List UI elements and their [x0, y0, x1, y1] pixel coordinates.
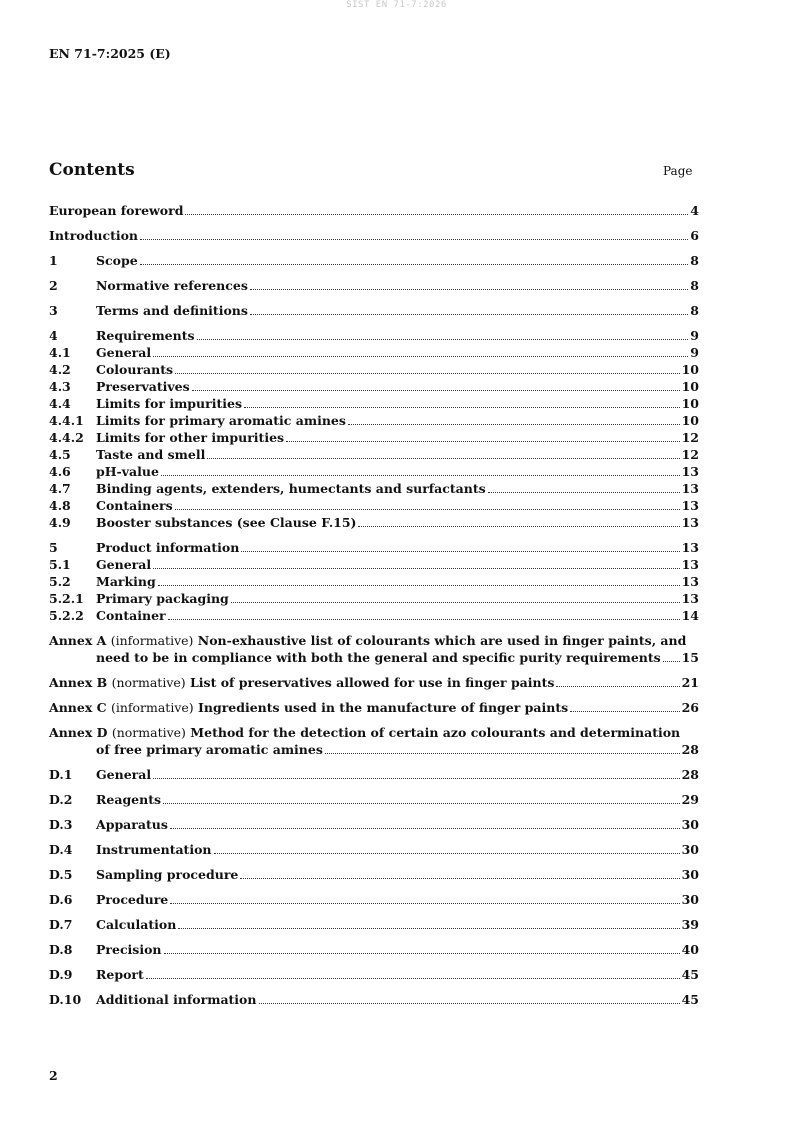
annex-label: Annex A: [49, 633, 107, 648]
toc-number: D.4: [49, 842, 73, 857]
toc-entry-d9[interactable]: [49, 966, 699, 983]
toc-page: 13: [681, 464, 699, 479]
toc-entry-5-1[interactable]: [49, 556, 699, 573]
toc-entry-2[interactable]: [49, 277, 699, 294]
toc-page: 29: [681, 792, 699, 807]
toc-entry-3[interactable]: [49, 302, 699, 319]
toc-entry-d10[interactable]: [49, 991, 699, 1008]
toc-title: Limits for primary aromatic amines: [96, 413, 346, 428]
dot-leader: [153, 778, 679, 779]
toc-number: 4.7: [49, 481, 71, 496]
toc-number: 4.4.2: [49, 430, 84, 445]
toc-page: 8: [690, 303, 699, 318]
toc-entry-d7[interactable]: [49, 916, 699, 933]
toc-page: 13: [681, 574, 699, 589]
toc-page: 15: [681, 650, 699, 665]
dot-leader: [197, 339, 689, 340]
toc-number: D.6: [49, 892, 73, 907]
toc-title: Containers: [96, 498, 173, 513]
dot-leader: [207, 458, 679, 459]
toc-title: Additional information: [96, 992, 257, 1007]
dot-leader: [570, 711, 679, 712]
annex-label: Annex C: [49, 700, 107, 715]
toc-entry-5[interactable]: [49, 539, 699, 556]
toc-entry-d5[interactable]: [49, 866, 699, 883]
dot-leader: [244, 407, 680, 408]
toc-page: 9: [690, 345, 699, 360]
toc-number: 4.6: [49, 464, 71, 479]
contents-heading: Contents: [49, 160, 135, 180]
toc-page: 28: [681, 742, 699, 757]
toc-title: Product information: [96, 540, 240, 555]
dot-leader: [153, 568, 679, 569]
annex-title: Ingredients used in the manufacture of finger paints: [198, 700, 569, 715]
toc-title: Taste and smell: [96, 447, 206, 462]
dot-leader: [286, 441, 680, 442]
toc-page: 45: [681, 967, 699, 982]
dot-leader: [240, 878, 679, 879]
toc-title: Booster substances (see Clause F.15): [96, 515, 357, 530]
annex-label: Annex D: [49, 725, 108, 740]
toc-number: 2: [49, 278, 58, 293]
toc-page: 39: [681, 917, 699, 932]
annex-type: (informative): [110, 633, 194, 648]
toc-number: D.7: [49, 917, 73, 932]
toc-number: 4.5: [49, 447, 71, 462]
toc-page: 30: [681, 867, 699, 882]
annex-label: Annex B: [49, 675, 108, 690]
toc-title: [49, 699, 568, 716]
toc-number: 3: [49, 303, 58, 318]
toc-number: 5.1: [49, 557, 71, 572]
toc-page: 12: [681, 447, 699, 462]
toc-title: Reagents: [96, 792, 162, 807]
toc-title: Container: [96, 608, 166, 623]
toc-number: D.10: [49, 992, 82, 1007]
toc-title: Limits for impurities: [96, 396, 242, 411]
toc-title: Precision: [96, 942, 162, 957]
dot-leader: [163, 803, 680, 804]
dot-leader: [325, 753, 680, 754]
toc-number: 4.4.1: [49, 413, 84, 428]
toc-page: 26: [681, 700, 699, 715]
toc-title: Normative references: [96, 278, 248, 293]
dot-leader: [259, 1003, 680, 1004]
dot-leader: [153, 356, 688, 357]
toc-entry-annex-d[interactable]: [49, 724, 699, 758]
dot-leader: [488, 492, 680, 493]
toc-entry-annex-c[interactable]: [49, 699, 699, 716]
toc-entry-4-1[interactable]: [49, 344, 699, 361]
toc-page: 28: [681, 767, 699, 782]
toc-page: 30: [681, 817, 699, 832]
dot-leader: [170, 828, 680, 829]
toc-page: 14: [681, 608, 699, 623]
annex-title-line1: Method for the detection of certain azo colourants and determination: [190, 725, 681, 740]
toc-entry-5-2-1[interactable]: [49, 590, 699, 607]
dot-leader: [348, 424, 680, 425]
toc-page: 21: [681, 675, 699, 690]
toc-number: 4.8: [49, 498, 71, 513]
toc-number: 4: [49, 328, 58, 343]
toc-page: 10: [681, 379, 699, 394]
toc-entry-4-4-1[interactable]: [49, 412, 699, 429]
toc-title: Apparatus: [96, 817, 168, 832]
toc-page: 4: [690, 203, 699, 218]
toc-page: 8: [690, 278, 699, 293]
toc-entry-1[interactable]: [49, 252, 699, 269]
toc-number: D.8: [49, 942, 73, 957]
toc-page: 40: [681, 942, 699, 957]
toc-title: Sampling procedure: [96, 867, 239, 882]
dot-leader: [170, 903, 679, 904]
dot-leader: [192, 390, 680, 391]
toc-page: 8: [690, 253, 699, 268]
toc-entry-4-3[interactable]: [49, 378, 699, 395]
toc-entry-4-7[interactable]: [49, 480, 699, 497]
toc-page: 10: [681, 396, 699, 411]
annex-title: List of preservatives allowed for use in finger paints: [190, 675, 555, 690]
toc-number: D.5: [49, 867, 73, 882]
toc-number: 4.3: [49, 379, 71, 394]
toc-page: 13: [681, 557, 699, 572]
toc-title: Marking: [96, 574, 156, 589]
toc-title: Scope: [96, 253, 138, 268]
toc-entry-annex-b[interactable]: [49, 674, 699, 691]
watermark: SIST EN 71-7:2026: [346, 0, 447, 10]
annex-title-line2: of free primary aromatic amines: [96, 742, 323, 757]
toc-page: 6: [690, 228, 699, 243]
toc-number: 5.2.2: [49, 608, 84, 623]
toc-title: Primary packaging: [96, 591, 229, 606]
dot-leader: [178, 928, 679, 929]
document-id: EN 71-7:2025 (E): [49, 46, 171, 61]
toc-entry-5-2[interactable]: [49, 573, 699, 590]
table-of-contents: [49, 202, 699, 1008]
annex-type: (normative): [111, 675, 186, 690]
toc-entry-4[interactable]: [49, 327, 699, 344]
dot-leader: [556, 686, 679, 687]
toc-entry-5-2-2[interactable]: [49, 607, 699, 624]
dot-leader: [241, 551, 679, 552]
toc-page: 12: [681, 430, 699, 445]
toc-number: D.9: [49, 967, 73, 982]
dot-leader: [175, 373, 680, 374]
toc-entry-annex-a[interactable]: [49, 632, 699, 666]
dot-leader: [250, 289, 688, 290]
toc-entry-d6[interactable]: [49, 891, 699, 908]
toc-entry-foreword[interactable]: [49, 202, 699, 219]
toc-title: Instrumentation: [96, 842, 212, 857]
toc-title: General: [96, 345, 152, 360]
toc-entry-4-5[interactable]: [49, 446, 699, 463]
toc-page: 13: [681, 540, 699, 555]
toc-page: 13: [681, 481, 699, 496]
toc-entry-d2[interactable]: [49, 791, 699, 808]
dot-leader: [140, 239, 688, 240]
dot-leader: [168, 619, 680, 620]
toc-page: 13: [681, 498, 699, 513]
toc-entry-introduction[interactable]: [49, 227, 699, 244]
toc-entry-d8[interactable]: [49, 941, 699, 958]
toc-title: European foreword: [49, 203, 184, 218]
toc-page: 30: [681, 892, 699, 907]
toc-number: D.1: [49, 767, 73, 782]
toc-page: 10: [681, 362, 699, 377]
dot-leader: [175, 509, 680, 510]
toc-page: 13: [681, 591, 699, 606]
toc-number: 5.2: [49, 574, 71, 589]
toc-number: D.3: [49, 817, 73, 832]
dot-leader: [250, 314, 688, 315]
toc-entry-d4[interactable]: [49, 841, 699, 858]
toc-title: Preservatives: [96, 379, 190, 394]
page-column-label: Page: [663, 164, 693, 178]
toc-title: pH-value: [96, 464, 159, 479]
dot-leader: [185, 214, 688, 215]
toc-entry-4-4-2[interactable]: [49, 429, 699, 446]
toc-title: Calculation: [96, 917, 177, 932]
toc-page: 10: [681, 413, 699, 428]
toc-entry-4-8[interactable]: [49, 497, 699, 514]
annex-title-line1: Non-exhaustive list of colourants which are used in finger paints, and: [197, 633, 687, 648]
toc-title: Binding agents, extenders, humectants and surfactants: [96, 481, 486, 496]
page-number: 2: [49, 1068, 58, 1083]
annex-type: (informative): [110, 700, 194, 715]
toc-entry-4-9[interactable]: [49, 514, 699, 531]
toc-number: 4.4: [49, 396, 71, 411]
toc-title: General: [96, 557, 152, 572]
toc-entry-d1[interactable]: [49, 766, 699, 783]
toc-title: [49, 674, 554, 691]
toc-number: 5: [49, 540, 58, 555]
dot-leader: [158, 585, 680, 586]
toc-title: Report: [96, 967, 144, 982]
toc-title: Terms and definitions: [96, 303, 248, 318]
toc-entry-4-4[interactable]: [49, 395, 699, 412]
toc-page: 30: [681, 842, 699, 857]
toc-page: 45: [681, 992, 699, 1007]
dot-leader: [146, 978, 680, 979]
dot-leader: [358, 526, 679, 527]
toc-entry-d3[interactable]: [49, 816, 699, 833]
toc-title: Requirements: [96, 328, 195, 343]
dot-leader: [231, 602, 680, 603]
toc-title: Procedure: [96, 892, 169, 907]
toc-title: Introduction: [49, 228, 139, 243]
dot-leader: [140, 264, 689, 265]
dot-leader: [164, 953, 680, 954]
toc-number: 1: [49, 253, 58, 268]
toc-number: 4.2: [49, 362, 71, 377]
toc-number: 4.1: [49, 345, 71, 360]
dot-leader: [161, 475, 680, 476]
toc-title: Limits for other impurities: [96, 430, 285, 445]
toc-page: 9: [690, 328, 699, 343]
toc-number: D.2: [49, 792, 73, 807]
toc-title: Colourants: [96, 362, 174, 377]
annex-title-line2: need to be in compliance with both the general and specific purity requirements: [96, 650, 661, 665]
toc-entry-4-2[interactable]: [49, 361, 699, 378]
toc-number: 5.2.1: [49, 591, 84, 606]
toc-entry-4-6[interactable]: [49, 463, 699, 480]
dot-leader: [663, 661, 680, 662]
toc-number: 4.9: [49, 515, 71, 530]
toc-title: General: [96, 767, 152, 782]
annex-type: (normative): [111, 725, 186, 740]
toc-page: 13: [681, 515, 699, 530]
dot-leader: [214, 853, 680, 854]
